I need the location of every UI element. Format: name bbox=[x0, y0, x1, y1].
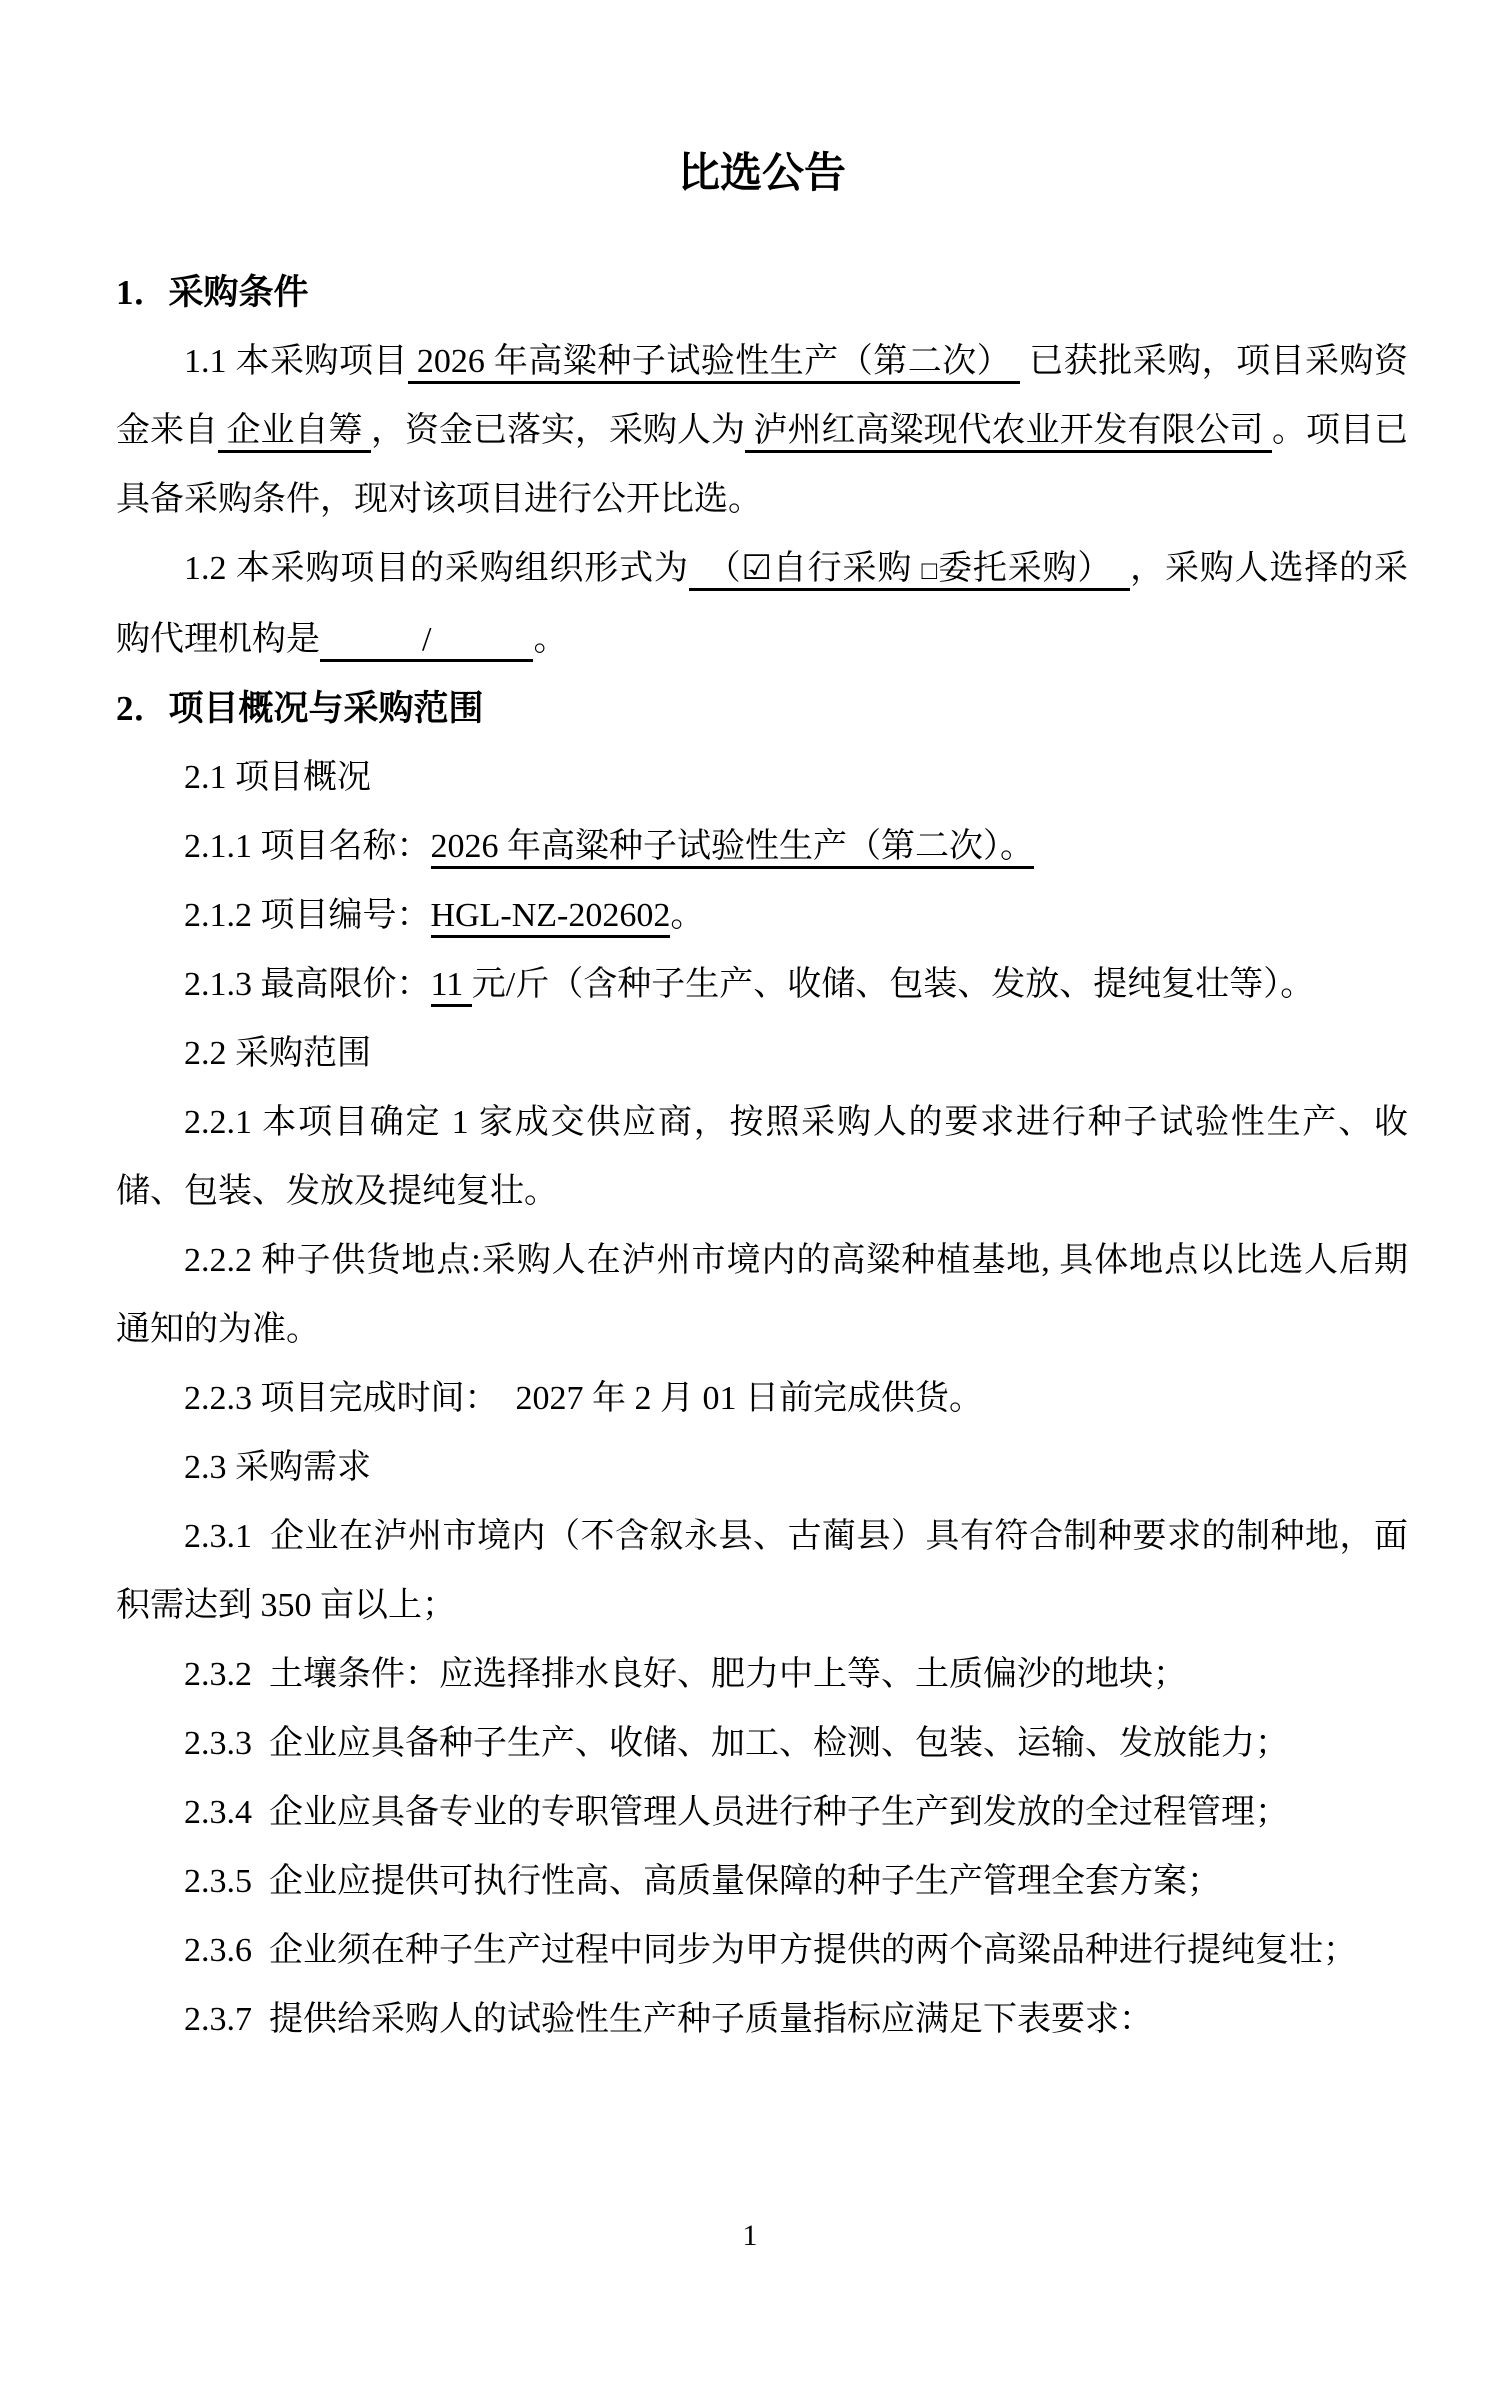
paragraph-2-3-6: 2.3.6 企业须在种子生产过程中同步为甲方提供的两个高粱品种进行提纯复壮； bbox=[184, 1932, 1357, 1969]
paragraph-2-2-1: 2.2.1 本项目确定 1 家成交供应商，按照采购人的要求进行种子试验性生产、收储、包装、发放及提纯复壮。 bbox=[116, 1104, 1408, 1210]
text-run: ，资金已落实，采购人为 bbox=[371, 412, 745, 449]
paragraph-2-3-3: 2.3.3 企业应具备种子生产、收储、加工、检测、包装、运输、发放能力； bbox=[184, 1725, 1289, 1762]
paragraph-2-3-1: 2.3.1 企业在泸州市境内（不含叙永县、古蔺县）具有符合制种要求的制种地，面积需达到 350 亩以上； bbox=[116, 1518, 1408, 1624]
heading-2-1: 2.1 项目概况 bbox=[184, 759, 371, 796]
heading-2-2: 2.2 采购范围 bbox=[184, 1035, 371, 1072]
page-number: 1 bbox=[742, 2219, 758, 2252]
underlined-price-limit-value: 11 bbox=[431, 966, 472, 1007]
text-run: 自行采购 bbox=[771, 550, 922, 587]
text-run: 1.1 本采购项目 bbox=[184, 343, 408, 380]
section-1-heading: 1．采购条件 bbox=[116, 273, 309, 312]
checkbox-unchecked-icon: □ bbox=[921, 556, 939, 585]
text-run: 。 bbox=[533, 621, 568, 658]
organization-form-underline bbox=[689, 550, 1130, 591]
text-run: 。项目已具备采购条件，现对该项目进行公开比选。 bbox=[116, 412, 1408, 518]
paragraph-1-2 bbox=[116, 534, 1408, 674]
underlined-purchaser-name: 泸州红高粱现代农业开发有限公司 bbox=[745, 412, 1272, 453]
text-run: （ bbox=[688, 550, 742, 587]
checkbox-checked-icon: ☑ bbox=[741, 550, 772, 587]
text-run: 已获批采购，项目采购资金来自 bbox=[116, 343, 1409, 449]
heading-2-3: 2.3 采购需求 bbox=[184, 1449, 371, 1486]
item-label: 2.1.2 项目编号： bbox=[184, 897, 431, 934]
paragraph-1-1 bbox=[116, 327, 1408, 534]
text-run: 委托采购） bbox=[938, 550, 1131, 587]
underlined-funding-source: 企业自筹 bbox=[218, 412, 371, 453]
text-run: 。 bbox=[670, 897, 705, 934]
document-title: 比选公告 bbox=[677, 151, 846, 197]
paragraph-2-3-5: 2.3.5 企业应提供可执行性高、高质量保障的种子生产管理全套方案； bbox=[184, 1863, 1221, 1900]
section-2-heading: 2．项目概况与采购范围 bbox=[116, 689, 484, 728]
agency-blank-underline: / bbox=[320, 621, 533, 662]
paragraph-2-3-4: 2.3.4 企业应具备专业的专职管理人员进行种子生产到发放的全过程管理； bbox=[184, 1794, 1289, 1831]
paragraph-2-2-3: 2.2.3 项目完成时间： 2027 年 2 月 01 日前完成供货。 bbox=[184, 1380, 983, 1417]
paragraph-2-3-7: 2.3.7 提供给采购人的试验性生产种子质量指标应满足下表要求： bbox=[184, 2001, 1153, 2038]
underlined-project-name: 2026 年高粱种子试验性生产（第二次） bbox=[408, 343, 1020, 384]
item-label: 2.1.1 项目名称： bbox=[184, 828, 431, 865]
item-label: 2.1.3 最高限价： bbox=[184, 966, 431, 1003]
paragraph-2-2-2: 2.2.2 种子供货地点:采购人在泸州市境内的高粱种植基地, 具体地点以比选人后期通知的为准。 bbox=[116, 1242, 1408, 1348]
underlined-project-number-value: HGL-NZ-202602 bbox=[431, 897, 671, 938]
underlined-project-name-value: 2026 年高粱种子试验性生产（第二次）。 bbox=[431, 828, 1035, 869]
item-2-1-1 bbox=[116, 812, 1408, 881]
text-run: ，采购人选择的采购代理机构是 bbox=[116, 550, 1409, 658]
item-2-1-2 bbox=[116, 881, 1408, 950]
text-run: 元/斤（含种子生产、收储、包装、发放、提纯复壮等）。 bbox=[471, 966, 1315, 1003]
item-2-1-3 bbox=[116, 950, 1408, 1019]
paragraph-2-3-2: 2.3.2 土壤条件：应选择排水良好、肥力中上等、土质偏沙的地块； bbox=[184, 1656, 1187, 1693]
text-run: 1.2 本采购项目的采购组织形式为 bbox=[184, 550, 689, 587]
